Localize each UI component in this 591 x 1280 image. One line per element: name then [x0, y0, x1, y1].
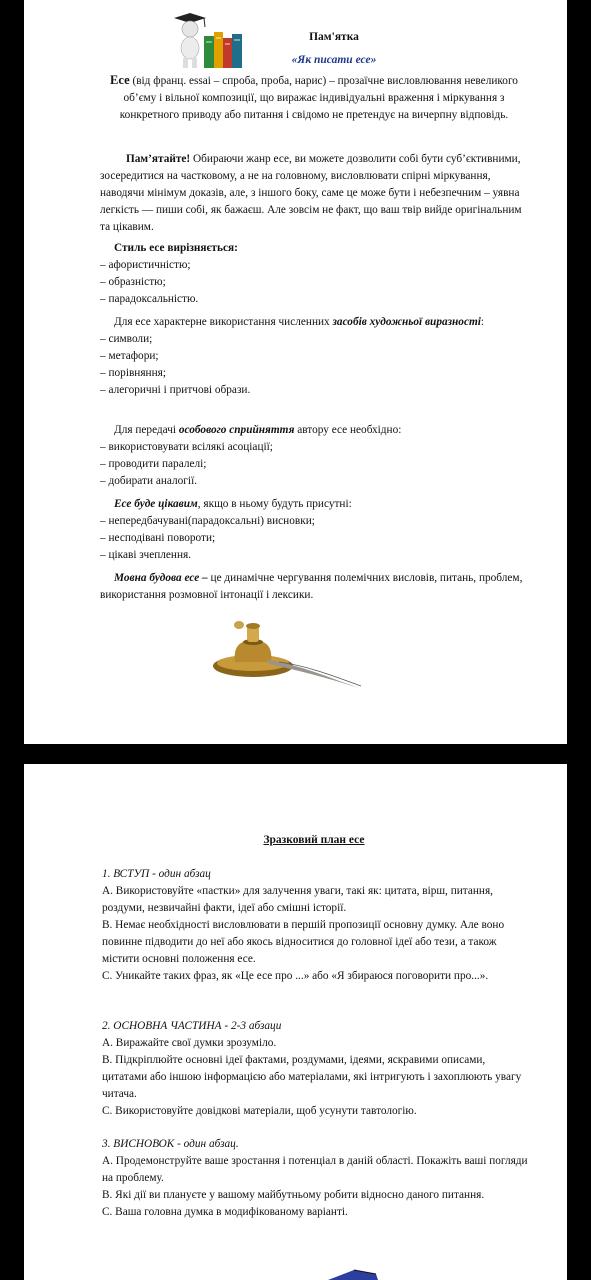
language-emphasis: Мовна будова есе –	[114, 572, 208, 584]
interesting-emphasis: Есе буде цікавим	[114, 498, 198, 510]
remember-text: Обираючи жанр есе, ви можете дозволити собі бути суб’єктивними, зосередитися на частковому, а не на головному, висловлювати спірні міркування, наводячи мінімум доказів, але, з іншого боку, саме це може бути і небезпечним – уявна легкість — пиши собі, як бажаєш. Але зовсім не факт, що ваш твір вийде оригінальним та цікавим.	[100, 153, 522, 233]
interesting-post: , якщо в ньому будуть присутні:	[197, 498, 352, 510]
plan-line: В. Які дії ви плануєте у вашому майбутньому робити відносно даного питання.	[102, 1189, 485, 1201]
means-post: :	[480, 316, 485, 328]
list-item: – несподівані повороти;	[100, 532, 216, 544]
plan-title: Зразковий план есе	[263, 834, 365, 846]
plan-line: В. Немає необхідності висловлювати в першій пропозиції основну думку. Але воно повинне підводити до неї або якось відноситися до головної ідеї або тези, а також містити основні положення есе.	[102, 919, 505, 965]
page-subtitle: «Як писати есе»	[291, 54, 377, 66]
list-item: – символи;	[100, 333, 153, 345]
intro-text: (від франц. essai – спроба, проба, нарис) – прозаїчне висловлювання невеликого об’єму і вільної композиції, що виражає індивідуальні враження і міркування з конкретного приводу або питання і свідомо не претендує на вичерпну відповідь.	[119, 75, 518, 121]
section-heading: 1. ВСТУП - один абзац	[102, 868, 211, 880]
plan-section-intro	[102, 866, 530, 985]
plan-section-body	[102, 1018, 530, 1120]
list-item: – непередбачувані(парадоксальні) висновки;	[100, 515, 315, 527]
intro-paragraph	[94, 72, 534, 124]
perception-section	[100, 422, 530, 490]
list-item: – алегоричні і притчові образи.	[100, 384, 251, 396]
style-heading: Стиль есе вирізняється:	[114, 242, 238, 254]
plan-line: С. Використовуйте довідкові матеріали, щоб усунути тавтологію.	[102, 1105, 417, 1117]
student-books-icon	[168, 8, 248, 70]
plan-line: А. Виражайте свої думки зрозуміло.	[102, 1037, 277, 1049]
plan-line: А. Продемонструйте ваше зростання і потенціал в даній області. Покажіть ваші погляди на проблему.	[102, 1155, 528, 1184]
language-text: це динамічне чергування полемічних висловів, питань, проблем, використання розмовної інтонації і лексики.	[100, 572, 523, 601]
perception-pre: Для передачі	[114, 424, 179, 436]
document-page-2	[24, 764, 567, 1280]
pen-icon	[324, 1268, 384, 1280]
inkwell-quill-icon	[209, 612, 369, 694]
plan-line: А. Використовуйте «пастки» для залучення уваги, такі як: цитата, вірш, питання, роздуми, незвичайні факти, ідеї або смішні історії.	[102, 885, 493, 914]
list-item: – парадоксальністю.	[100, 293, 199, 305]
list-item: – образністю;	[100, 276, 166, 288]
remember-paragraph	[100, 151, 530, 236]
list-item: – метафори;	[100, 350, 159, 362]
list-item: – проводити паралелі;	[100, 458, 207, 470]
plan-section-conclusion	[102, 1136, 530, 1221]
perception-emphasis: особового сприйняття	[178, 424, 295, 436]
section-heading: 2. ОСНОВНА ЧАСТИНА - 2-3 абзаци	[102, 1020, 282, 1032]
interesting-section	[100, 496, 530, 564]
interesting-paragraph	[100, 496, 530, 513]
perception-paragraph	[100, 422, 530, 439]
perception-post: автору есе необхідно:	[294, 424, 402, 436]
means-section	[100, 314, 530, 399]
remember-lead: Пам’ятайте!	[126, 153, 191, 165]
document-page-1	[24, 0, 567, 744]
page-title: Пам'ятка	[309, 31, 359, 43]
list-item: – добирати аналогії.	[100, 475, 198, 487]
intro-term: Есе	[110, 73, 130, 87]
means-paragraph	[100, 314, 530, 331]
list-item: – цікаві зчеплення.	[100, 549, 192, 561]
list-item: – афористичністю;	[100, 259, 191, 271]
style-section	[100, 240, 530, 308]
plan-line: С. Ваша головна думка в модифікованому варіанті.	[102, 1206, 348, 1218]
plan-line: В. Підкріплюйте основні ідеї фактами, роздумами, ідеями, яскравими описами, цитатами або іншою інформацією або матеріалами, які інтригують і захоплюють увагу читача.	[102, 1054, 522, 1100]
means-emphasis: засобів художньої виразності	[332, 316, 481, 328]
list-item: – порівняння;	[100, 367, 166, 379]
list-item: – використовувати всілякі асоціації;	[100, 441, 273, 453]
plan-line: С. Уникайте таких фраз, як «Це есе про ...» або «Я збираюся поговорити про...».	[102, 970, 489, 982]
means-pre: Для есе характерне використання численних	[114, 316, 333, 328]
language-paragraph	[100, 570, 530, 604]
section-heading: 3. ВИСНОВОК - один абзац.	[102, 1138, 239, 1150]
